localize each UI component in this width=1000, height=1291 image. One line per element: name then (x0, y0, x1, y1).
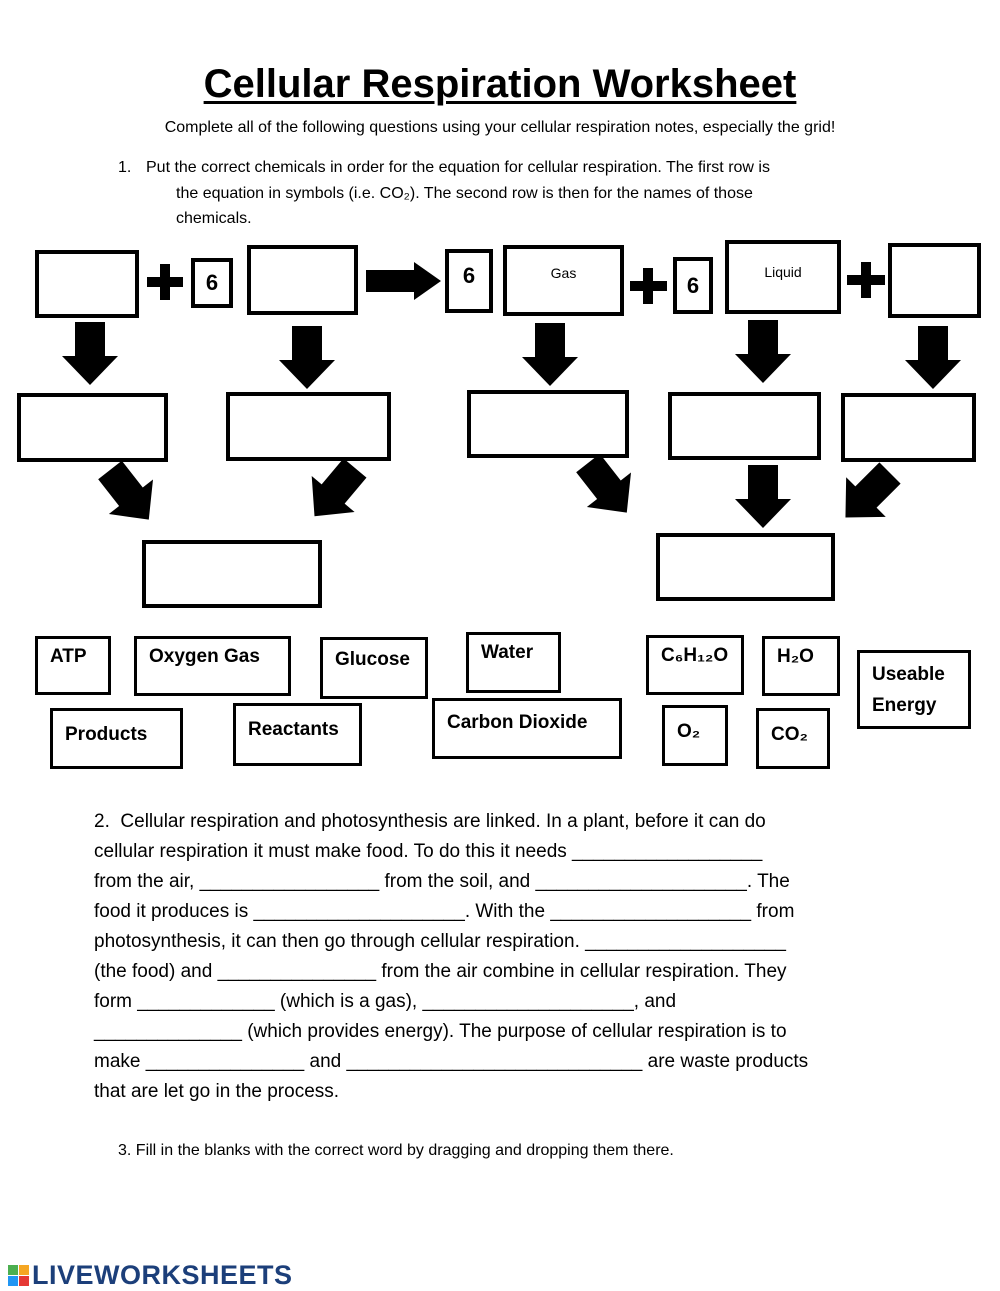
page-title: Cellular Respiration Worksheet (203, 62, 797, 106)
question2-line: that are let go in the process. (94, 1081, 340, 1102)
arrow-down-right-icon (566, 446, 649, 530)
subtitle: Complete all of the following questions using your cellular respiration notes, especially the grid! (164, 119, 836, 136)
arrow-down-icon (62, 322, 118, 385)
word-tile[interactable]: Glucose (320, 637, 428, 699)
question2-line: photosynthesis, it can then go through cellular respiration. ___________________ (94, 931, 786, 952)
question2-line: form _____________ (which is a gas), ____________________, and (94, 991, 677, 1012)
arrow-down-right-icon (88, 453, 171, 537)
name-box-2[interactable] (226, 392, 391, 461)
question2-line: 2. Cellular respiration and photosynthesis are linked. In a plant, before it can do (94, 811, 766, 832)
word-tile[interactable]: Useable Energy (857, 650, 971, 729)
plus-icon (160, 264, 170, 300)
plus-icon (643, 268, 653, 304)
question1-line: the equation in symbols (i.e. CO₂). The second row is then for the names of those (176, 185, 753, 202)
name-box-1[interactable] (17, 393, 168, 462)
word-tile[interactable]: Reactants (233, 703, 362, 766)
coefficient-box: 6 (191, 258, 233, 308)
question2-line: make _______________ and ____________________________ are waste products (94, 1051, 809, 1072)
name-box-3[interactable] (467, 390, 629, 458)
arrow-down-icon (522, 323, 578, 386)
question3-text: 3. Fill in the blanks with the correct word by dragging and dropping them there. (118, 1142, 674, 1159)
arrow-down-icon (735, 320, 791, 383)
question2-line: from the air, _________________ from the soil, and ____________________. The (94, 871, 790, 892)
reactants-label-box[interactable] (142, 540, 322, 608)
liveworksheets-logo: LIVEWORKSHEETS (8, 1260, 293, 1291)
name-box-5[interactable] (841, 393, 976, 462)
question2-line: ______________ (which provides energy). The purpose of cellular respiration is to (94, 1021, 787, 1042)
question2-line: cellular respiration it must make food. To do this it needs __________________ (94, 841, 763, 862)
arrow-down-left-icon (293, 450, 376, 534)
reactant-symbol-box-2[interactable] (247, 245, 358, 315)
word-tile[interactable]: O₂ (662, 705, 728, 766)
arrow-down-icon (279, 326, 335, 389)
word-tile[interactable]: C₆H₁₂O (646, 635, 744, 695)
logo-tiles (8, 1265, 29, 1286)
diagram-arrows (0, 0, 1000, 620)
coefficient-box: 6 (673, 257, 713, 314)
product-symbol-box-gas[interactable]: Gas (503, 245, 624, 316)
arrow-down-left-icon (826, 453, 910, 537)
product-symbol-box-3[interactable] (888, 243, 981, 318)
plus-icon (861, 262, 871, 298)
word-tile[interactable]: CO₂ (756, 708, 830, 769)
coefficient-box: 6 (445, 249, 493, 313)
name-box-4[interactable] (668, 392, 821, 460)
question1-number: 1. (118, 159, 132, 176)
word-tile[interactable]: Oxygen Gas (134, 636, 291, 696)
products-label-box[interactable] (656, 533, 835, 601)
arrow-right-icon (366, 262, 441, 300)
word-tile[interactable]: Water (466, 632, 561, 693)
word-tile[interactable]: Products (50, 708, 183, 769)
question1-line: Put the correct chemicals in order for the equation for cellular respiration. The first row is (146, 159, 770, 176)
question2-line: food it produces is ____________________. With the ___________________ from (94, 901, 795, 922)
word-tile[interactable]: ATP (35, 636, 111, 695)
word-tile[interactable]: H₂O (762, 636, 840, 696)
arrow-down-icon (735, 465, 791, 528)
reactant-symbol-box-1[interactable] (35, 250, 139, 318)
question2-line: (the food) and _______________ from the air combine in cellular respiration. They (94, 961, 787, 982)
arrow-down-icon (905, 326, 961, 389)
question1-line: chemicals. (176, 210, 252, 227)
product-symbol-box-liquid[interactable]: Liquid (725, 240, 841, 314)
word-tile[interactable]: Carbon Dioxide (432, 698, 622, 759)
